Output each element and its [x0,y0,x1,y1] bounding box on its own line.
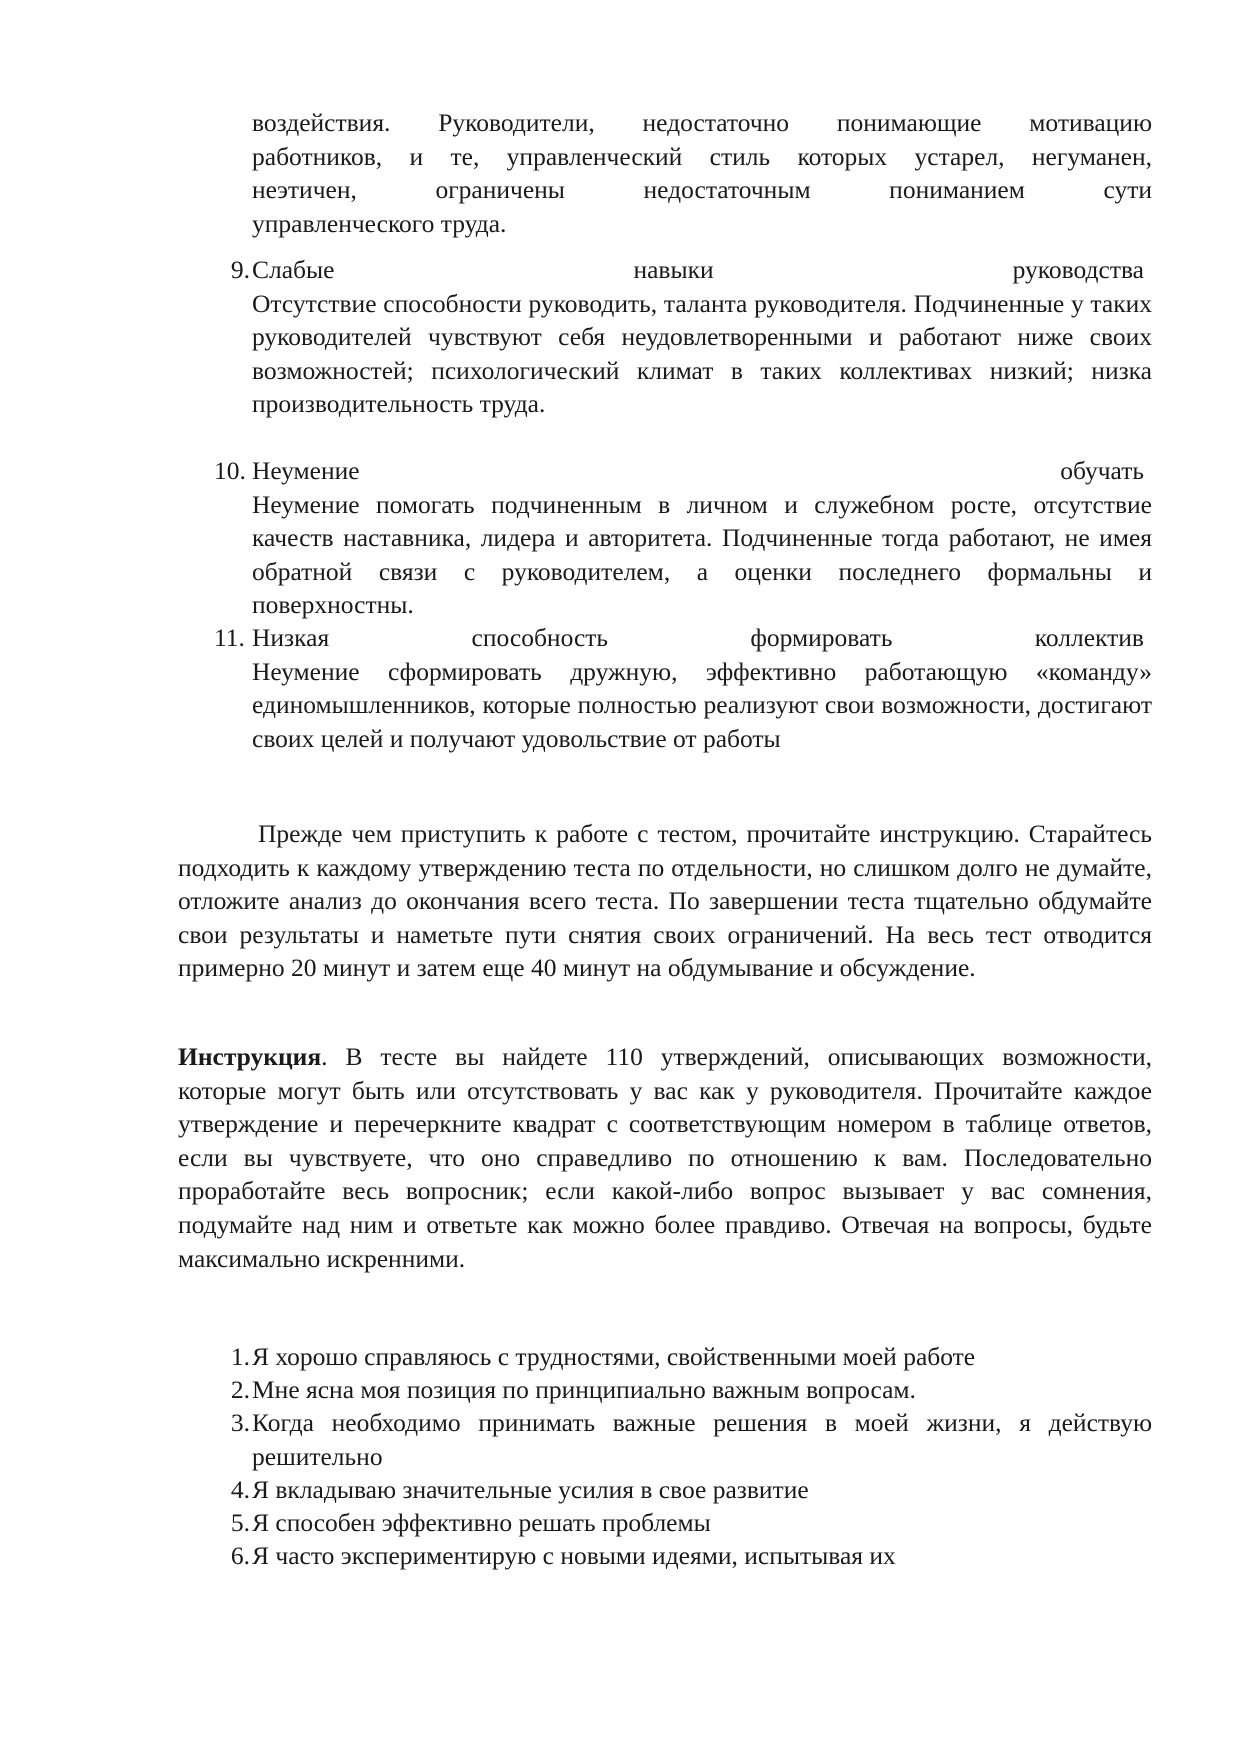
heading-word: формировать [750,623,893,652]
statement-text: Мне ясна моя позиция по принципиально важным вопросам. [252,1375,916,1404]
item-heading [252,253,1152,287]
statement-text: Я хорошо справляюсь с трудностями, свойственными моей работе [252,1342,976,1371]
list-number: 6. [230,1541,250,1570]
heading-word: обучать [1060,456,1144,485]
instruction-text: . В тесте вы найдете 110 утверждений, описывающих возможности, которые могут быть или отсутствовать у вас как у руководителя. Прочитайте каждое утверждение и перечеркните квадрат с соответствующим номером в таблице ответов, если вы чувствуете, что оно справедливо по отношению к вам. Последовательно проработайте весь вопросник; если какой-либо вопрос вызывает у вас сомнения, подумайте над ним и ответьте как можно более правдиво. Отвечая на вопросы, будьте максимально искренними. [178,1042,1152,1273]
list-item-9 [178,253,1152,421]
statement-1 [178,1340,1152,1374]
heading-word: Неумение [252,456,360,485]
item-text: Неумение помогать подчиненным в личном и служебном росте, отсутствие качеств наставника, лидера и авторитета. Подчиненные тогда работают, не имея обратной связи с руководителем, а оценки последнего формальны и поверхностны. [252,489,1152,620]
statement-text: Я способен эффективно решать проблемы [252,1508,711,1537]
text-line: работников, и те, управленческий стиль которых устарел, негуманен, [252,141,1152,171]
list-number: 2. [230,1375,250,1404]
item-text: Отсутствие способности руководить, таланта руководителя. Подчиненные у таких руководителей чувствуют себя неудовлетворенными и работают ниже своих возможностей; психологический климат в таких коллективах низкий; низка производительность труда. [252,288,1152,419]
item-text: Неумение сформировать дружную, эффективно работающую «команду» единомышленников, которые полностью реализуют свои возможности, достигают своих целей и получают удовольствие от работы [252,656,1152,753]
heading-word: коллектив [1034,623,1144,652]
intro-text: Прежде чем приступить к работе с тестом, прочитайте инструкцию. Старайтесь подходить к каждому утверждению теста по отдельности, но слишком долго не думайте, отложите анализ до окончания всего теста. По завершении теста тщательно обдумайте свои результаты и наметьте пути снятия своих ограничений. На весь тест отводится примерно 20 минут и затем еще 40 минут на обдумывание и обсуждение. [178,819,1152,983]
heading-word: руководства [1012,255,1144,284]
list-number: 9. [230,255,250,284]
item-heading [252,454,1152,488]
list-number: 11. [214,623,245,652]
list-number: 3. [230,1408,250,1437]
text-line: управленческого труда. [252,208,507,238]
statement-4 [178,1473,1152,1507]
list-number: 1. [230,1342,250,1371]
heading-word: Слабые [252,255,335,284]
text-line: воздействия. Руководители, недостаточно понимающие мотивацию [252,108,1152,137]
instruction-label: Инструкция [178,1042,322,1071]
statement-6 [178,1539,1152,1573]
statement-3 [178,1406,1152,1473]
text-line: неэтичен, ограничены недостаточным пониманием сути [252,175,1152,205]
statement-text: Когда необходимо принимать важные решения в моей жизни, я действую решительно [252,1408,1152,1471]
list-number: 4. [230,1475,250,1504]
continuation-text [252,106,1152,240]
list-item-10 [178,454,1152,622]
instruction-paragraph [178,1040,1152,1275]
item-heading [252,621,1152,655]
list-number: 5. [230,1508,250,1537]
statement-text: Я вкладываю значительные усилия в свое развитие [252,1475,809,1504]
list-item-11 [178,621,1152,755]
statement-text: Я часто экспериментирую с новыми идеями, испытывая их [252,1541,896,1570]
statement-2 [178,1373,1152,1407]
statement-5 [178,1506,1152,1540]
heading-word: Низкая [252,623,330,652]
list-number: 10. [214,456,246,485]
heading-word: способность [471,623,609,652]
heading-word: навыки [633,255,714,284]
intro-paragraph [178,817,1152,985]
